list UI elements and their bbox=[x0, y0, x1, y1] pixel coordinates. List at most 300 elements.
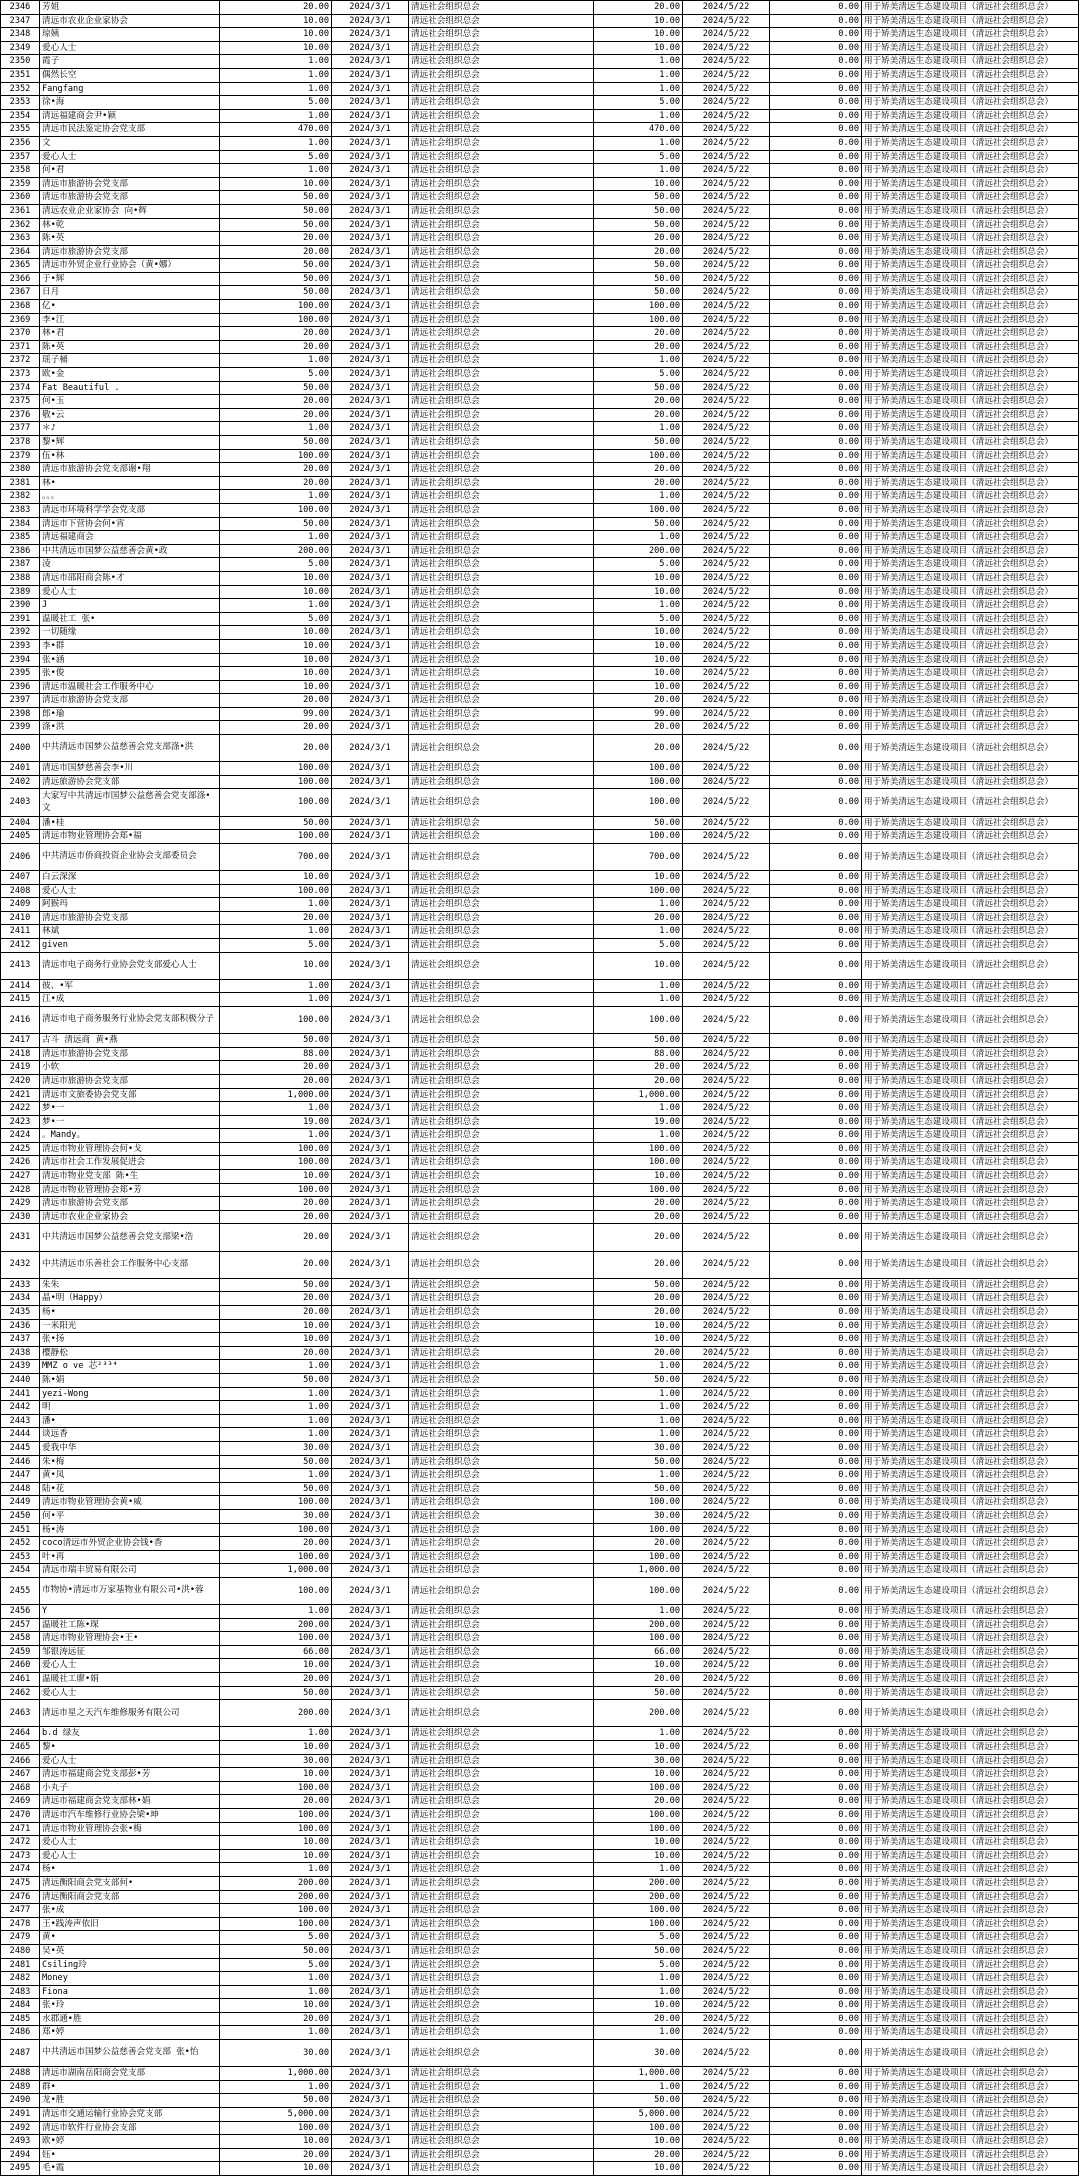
date2-cell: 2024/5/22 bbox=[683, 1251, 770, 1278]
date-cell: 2024/3/1 bbox=[332, 1944, 409, 1958]
seq-cell: 2432 bbox=[1, 1251, 40, 1278]
donor-cell: 黎•辉 bbox=[40, 436, 220, 450]
date2-cell: 2024/5/22 bbox=[683, 1401, 770, 1415]
purpose-cell: 用于矫美清远生态建设项目（清远社会组织总会） bbox=[862, 1754, 1079, 1768]
purpose-cell: 用于矫美清远生态建设项目（清远社会组织总会） bbox=[862, 599, 1079, 613]
date2-cell: 2024/5/22 bbox=[683, 558, 770, 572]
balance-cell: 0.00 bbox=[770, 1686, 862, 1700]
amount-cell: 10.00 bbox=[220, 571, 332, 585]
purpose-cell: 用于矫美清远生态建设项目（清远社会组织总会） bbox=[862, 300, 1079, 314]
date-cell: 2024/3/1 bbox=[332, 2080, 409, 2094]
table-row bbox=[1, 1605, 1079, 1619]
balance-cell: 0.00 bbox=[770, 476, 862, 490]
amount-cell: 30.00 bbox=[220, 1754, 332, 1768]
payee-cell: 清远社会组织总会 bbox=[409, 830, 594, 844]
payee-cell: 清远社会组织总会 bbox=[409, 340, 594, 354]
donor-cell: 清远市邵阳商会陈•才 bbox=[40, 571, 220, 585]
date2-cell: 2024/5/22 bbox=[683, 82, 770, 96]
date2-cell: 2024/5/22 bbox=[683, 300, 770, 314]
payee-cell: 清远社会组织总会 bbox=[409, 1890, 594, 1904]
payee-cell: 清远社会组织总会 bbox=[409, 1, 594, 15]
seq-cell: 2442 bbox=[1, 1401, 40, 1415]
table-row bbox=[1, 1985, 1079, 1999]
seq-cell: 2459 bbox=[1, 1645, 40, 1659]
date2-cell: 2024/5/22 bbox=[683, 2067, 770, 2081]
donor-cell: 偶然长空 bbox=[40, 68, 220, 82]
date-cell: 2024/3/1 bbox=[332, 1360, 409, 1374]
amount-cell: 100.00 bbox=[220, 1523, 332, 1537]
amount-cell: 1.00 bbox=[220, 925, 332, 939]
donor-cell: 。。。 bbox=[40, 490, 220, 504]
date-cell: 2024/3/1 bbox=[332, 286, 409, 300]
table-row bbox=[1, 1618, 1079, 1632]
balance-cell: 0.00 bbox=[770, 1754, 862, 1768]
balance-cell: 0.00 bbox=[770, 1142, 862, 1156]
table-row bbox=[1, 1849, 1079, 1863]
amount2-cell: 100.00 bbox=[594, 1156, 683, 1170]
amount2-cell: 20.00 bbox=[594, 1306, 683, 1320]
date2-cell: 2024/5/22 bbox=[683, 150, 770, 164]
date2-cell: 2024/5/22 bbox=[683, 1142, 770, 1156]
date2-cell: 2024/5/22 bbox=[683, 1034, 770, 1048]
amount-cell: 50.00 bbox=[220, 1944, 332, 1958]
purpose-cell: 用于矫美清远生态建设项目（清远社会组织总会） bbox=[862, 517, 1079, 531]
date-cell: 2024/3/1 bbox=[332, 1564, 409, 1578]
amount-cell: 1.00 bbox=[220, 599, 332, 613]
amount2-cell: 50.00 bbox=[594, 381, 683, 395]
amount-cell: 1,000.00 bbox=[220, 1564, 332, 1578]
amount-cell: 5.00 bbox=[220, 558, 332, 572]
date2-cell: 2024/5/22 bbox=[683, 775, 770, 789]
date-cell: 2024/3/1 bbox=[332, 1686, 409, 1700]
balance-cell: 0.00 bbox=[770, 1700, 862, 1727]
date-cell: 2024/3/1 bbox=[332, 762, 409, 776]
amount2-cell: 100.00 bbox=[594, 1577, 683, 1604]
donor-cell: 邹银涛远征 bbox=[40, 1645, 220, 1659]
amount2-cell: 1.00 bbox=[594, 1972, 683, 1986]
payee-cell: 清远社会组织总会 bbox=[409, 2012, 594, 2026]
donor-cell: 伍•林 bbox=[40, 449, 220, 463]
seq-cell: 2382 bbox=[1, 490, 40, 504]
purpose-cell: 用于矫美清远生态建设项目（清远社会组织总会） bbox=[862, 1564, 1079, 1578]
donor-cell: 一米阳光 bbox=[40, 1319, 220, 1333]
date2-cell: 2024/5/22 bbox=[683, 1047, 770, 1061]
seq-cell: 2409 bbox=[1, 898, 40, 912]
table-row bbox=[1, 327, 1079, 341]
payee-cell: 清远社会组织总会 bbox=[409, 2026, 594, 2040]
payee-cell: 清远社会组织总会 bbox=[409, 1306, 594, 1320]
seq-cell: 2362 bbox=[1, 218, 40, 232]
date-cell: 2024/3/1 bbox=[332, 395, 409, 409]
date-cell: 2024/3/1 bbox=[332, 789, 409, 816]
seq-cell: 2440 bbox=[1, 1373, 40, 1387]
amount2-cell: 10.00 bbox=[594, 667, 683, 681]
donor-cell: 毛•霞 bbox=[40, 2162, 220, 2176]
amount-cell: 200.00 bbox=[220, 544, 332, 558]
donor-cell: 清远市环境科学学会党支部 bbox=[40, 503, 220, 517]
purpose-cell: 用于矫美清远生态建设项目（清远社会组织总会） bbox=[862, 245, 1079, 259]
purpose-cell: 用于矫美清远生态建设项目（清远社会组织总会） bbox=[862, 2012, 1079, 2026]
purpose-cell: 用于矫美清远生态建设项目（清远社会组织总会） bbox=[862, 1618, 1079, 1632]
amount2-cell: 100.00 bbox=[594, 313, 683, 327]
balance-cell: 0.00 bbox=[770, 204, 862, 218]
seq-cell: 2397 bbox=[1, 694, 40, 708]
seq-cell: 2422 bbox=[1, 1102, 40, 1116]
payee-cell: 清远社会组织总会 bbox=[409, 612, 594, 626]
date-cell: 2024/3/1 bbox=[332, 2067, 409, 2081]
seq-cell: 2347 bbox=[1, 14, 40, 28]
purpose-cell: 用于矫美清远生态建设项目（清远社会组织总会） bbox=[862, 1142, 1079, 1156]
seq-cell: 2363 bbox=[1, 232, 40, 246]
balance-cell: 0.00 bbox=[770, 1088, 862, 1102]
date2-cell: 2024/5/22 bbox=[683, 463, 770, 477]
donor-cell: 张•成 bbox=[40, 1904, 220, 1918]
amount2-cell: 50.00 bbox=[594, 1034, 683, 1048]
amount-cell: 5.00 bbox=[220, 150, 332, 164]
date-cell: 2024/3/1 bbox=[332, 422, 409, 436]
balance-cell: 0.00 bbox=[770, 1441, 862, 1455]
payee-cell: 清远社会组织总会 bbox=[409, 1972, 594, 1986]
date-cell: 2024/3/1 bbox=[332, 259, 409, 273]
date2-cell: 2024/5/22 bbox=[683, 340, 770, 354]
payee-cell: 清远社会组织总会 bbox=[409, 2121, 594, 2135]
balance-cell: 0.00 bbox=[770, 150, 862, 164]
seq-cell: 2410 bbox=[1, 911, 40, 925]
amount-cell: 20.00 bbox=[220, 408, 332, 422]
balance-cell: 0.00 bbox=[770, 164, 862, 178]
date2-cell: 2024/5/22 bbox=[683, 1074, 770, 1088]
amount-cell: 50.00 bbox=[220, 1373, 332, 1387]
table-row bbox=[1, 1006, 1079, 1033]
table-row bbox=[1, 2067, 1079, 2081]
payee-cell: 清远社会组织总会 bbox=[409, 1047, 594, 1061]
table-row bbox=[1, 1346, 1079, 1360]
balance-cell: 0.00 bbox=[770, 232, 862, 246]
table-row bbox=[1, 639, 1079, 653]
payee-cell: 清远社会组织总会 bbox=[409, 1088, 594, 1102]
balance-cell: 0.00 bbox=[770, 1564, 862, 1578]
amount-cell: 10.00 bbox=[220, 177, 332, 191]
donor-cell: 中共清远市乐善社会工作服务中心支部 bbox=[40, 1251, 220, 1278]
seq-cell: 2400 bbox=[1, 735, 40, 762]
balance-cell: 0.00 bbox=[770, 136, 862, 150]
date-cell: 2024/3/1 bbox=[332, 96, 409, 110]
donor-cell: 陆•花 bbox=[40, 1482, 220, 1496]
date-cell: 2024/3/1 bbox=[332, 707, 409, 721]
table-row bbox=[1, 1469, 1079, 1483]
donor-cell: 亿• bbox=[40, 300, 220, 314]
seq-cell: 2433 bbox=[1, 1278, 40, 1292]
table-row bbox=[1, 762, 1079, 776]
amount-cell: 5.00 bbox=[220, 612, 332, 626]
date2-cell: 2024/5/22 bbox=[683, 517, 770, 531]
amount-cell: 100.00 bbox=[220, 503, 332, 517]
purpose-cell: 用于矫美清远生态建设项目（清远社会组织总会） bbox=[862, 136, 1079, 150]
table-row bbox=[1, 2040, 1079, 2067]
balance-cell: 0.00 bbox=[770, 571, 862, 585]
donor-cell: 清远市星之天汽车维修服务有限公司 bbox=[40, 1700, 220, 1727]
amount-cell: 100.00 bbox=[220, 300, 332, 314]
purpose-cell: 用于矫美清远生态建设项目（清远社会组织总会） bbox=[862, 1999, 1079, 2013]
purpose-cell: 用于矫美清远生态建设项目（清远社会组织总会） bbox=[862, 259, 1079, 273]
date2-cell: 2024/5/22 bbox=[683, 68, 770, 82]
table-row bbox=[1, 368, 1079, 382]
purpose-cell: 用于矫美清远生态建设项目（清远社会组织总会） bbox=[862, 1741, 1079, 1755]
balance-cell: 0.00 bbox=[770, 1278, 862, 1292]
seq-cell: 2405 bbox=[1, 830, 40, 844]
date-cell: 2024/3/1 bbox=[332, 381, 409, 395]
date-cell: 2024/3/1 bbox=[332, 28, 409, 42]
amount-cell: 100.00 bbox=[220, 1550, 332, 1564]
purpose-cell: 用于矫美清远生态建设项目（清远社会组织总会） bbox=[862, 1346, 1079, 1360]
amount2-cell: 10.00 bbox=[594, 1741, 683, 1755]
donor-cell: 龙•胜 bbox=[40, 2094, 220, 2108]
amount-cell: 10.00 bbox=[220, 1333, 332, 1347]
date-cell: 2024/3/1 bbox=[332, 2148, 409, 2162]
date2-cell: 2024/5/22 bbox=[683, 1577, 770, 1604]
payee-cell: 清远社会组织总会 bbox=[409, 1917, 594, 1931]
table-row bbox=[1, 1999, 1079, 2013]
payee-cell: 清远社会组织总会 bbox=[409, 775, 594, 789]
donor-cell: 清远市旅游协会党支部谢•翔 bbox=[40, 463, 220, 477]
amount2-cell: 1.00 bbox=[594, 1129, 683, 1143]
date2-cell: 2024/5/22 bbox=[683, 449, 770, 463]
seq-cell: 2393 bbox=[1, 639, 40, 653]
seq-cell: 2438 bbox=[1, 1346, 40, 1360]
seq-cell: 2437 bbox=[1, 1333, 40, 1347]
purpose-cell: 用于矫美清远生态建设项目（清远社会组织总会） bbox=[862, 1319, 1079, 1333]
date2-cell: 2024/5/22 bbox=[683, 1210, 770, 1224]
seq-cell: 2387 bbox=[1, 558, 40, 572]
table-row bbox=[1, 884, 1079, 898]
date2-cell: 2024/5/22 bbox=[683, 2094, 770, 2108]
table-row bbox=[1, 232, 1079, 246]
donor-cell: 清远市物业管理协会张•梅 bbox=[40, 1822, 220, 1836]
table-row bbox=[1, 436, 1079, 450]
seq-cell: 2431 bbox=[1, 1224, 40, 1251]
purpose-cell: 用于矫美清远生态建设项目（清远社会组织总会） bbox=[862, 762, 1079, 776]
donor-cell: 清远市软件行业协会支部 bbox=[40, 2121, 220, 2135]
date2-cell: 2024/5/22 bbox=[683, 898, 770, 912]
date-cell: 2024/3/1 bbox=[332, 204, 409, 218]
balance-cell: 0.00 bbox=[770, 830, 862, 844]
amount-cell: 20.00 bbox=[220, 327, 332, 341]
seq-cell: 2378 bbox=[1, 436, 40, 450]
date-cell: 2024/3/1 bbox=[332, 571, 409, 585]
date2-cell: 2024/5/22 bbox=[683, 177, 770, 191]
purpose-cell: 用于矫美清远生态建设项目（清远社会组织总会） bbox=[862, 1917, 1079, 1931]
amount-cell: 1.00 bbox=[220, 1401, 332, 1415]
seq-cell: 2386 bbox=[1, 544, 40, 558]
balance-cell: 0.00 bbox=[770, 1523, 862, 1537]
balance-cell: 0.00 bbox=[770, 2040, 862, 2067]
purpose-cell: 用于矫美清远生态建设项目（清远社会组织总会） bbox=[862, 313, 1079, 327]
table-row bbox=[1, 707, 1079, 721]
amount2-cell: 100.00 bbox=[594, 1183, 683, 1197]
amount-cell: 1.00 bbox=[220, 82, 332, 96]
payee-cell: 清远社会组织总会 bbox=[409, 1142, 594, 1156]
payee-cell: 清远社会组织总会 bbox=[409, 762, 594, 776]
seq-cell: 2458 bbox=[1, 1632, 40, 1646]
seq-cell: 2468 bbox=[1, 1781, 40, 1795]
table-row bbox=[1, 96, 1079, 110]
purpose-cell: 用于矫美清远生态建设项目（清远社会组织总会） bbox=[862, 1224, 1079, 1251]
amount2-cell: 10.00 bbox=[594, 952, 683, 979]
amount-cell: 1.00 bbox=[220, 531, 332, 545]
payee-cell: 清远社会组织总会 bbox=[409, 1727, 594, 1741]
donor-cell: 潘• bbox=[40, 1414, 220, 1428]
table-row bbox=[1, 1509, 1079, 1523]
donor-cell: Fangfang bbox=[40, 82, 220, 96]
amount2-cell: 99.00 bbox=[594, 707, 683, 721]
amount-cell: 1.00 bbox=[220, 993, 332, 1007]
amount2-cell: 1.00 bbox=[594, 1102, 683, 1116]
table-row bbox=[1, 218, 1079, 232]
date2-cell: 2024/5/22 bbox=[683, 639, 770, 653]
donor-cell: 清远市物业党支部 陈•生 bbox=[40, 1170, 220, 1184]
table-row bbox=[1, 1768, 1079, 1782]
balance-cell: 0.00 bbox=[770, 1822, 862, 1836]
date2-cell: 2024/5/22 bbox=[683, 2121, 770, 2135]
purpose-cell: 用于矫美清远生态建设项目（清远社会组织总会） bbox=[862, 639, 1079, 653]
table-row bbox=[1, 1183, 1079, 1197]
date-cell: 2024/3/1 bbox=[332, 2108, 409, 2122]
purpose-cell: 用于矫美清远生态建设项目（清远社会组织总会） bbox=[862, 1278, 1079, 1292]
amount-cell: 1.00 bbox=[220, 1428, 332, 1442]
payee-cell: 清远社会组织总会 bbox=[409, 1074, 594, 1088]
date-cell: 2024/3/1 bbox=[332, 585, 409, 599]
date-cell: 2024/3/1 bbox=[332, 55, 409, 69]
balance-cell: 0.00 bbox=[770, 28, 862, 42]
balance-cell: 0.00 bbox=[770, 1890, 862, 1904]
amount-cell: 20.00 bbox=[220, 245, 332, 259]
balance-cell: 0.00 bbox=[770, 1414, 862, 1428]
seq-cell: 2456 bbox=[1, 1605, 40, 1619]
amount2-cell: 88.00 bbox=[594, 1047, 683, 1061]
amount-cell: 50.00 bbox=[220, 2094, 332, 2108]
table-row bbox=[1, 789, 1079, 816]
amount2-cell: 50.00 bbox=[594, 2094, 683, 2108]
date2-cell: 2024/5/22 bbox=[683, 2162, 770, 2176]
purpose-cell: 用于矫美清远生态建设项目（清远社会组织总会） bbox=[862, 775, 1079, 789]
seq-cell: 2435 bbox=[1, 1306, 40, 1320]
amount2-cell: 1.00 bbox=[594, 422, 683, 436]
seq-cell: 2375 bbox=[1, 395, 40, 409]
date-cell: 2024/3/1 bbox=[332, 1509, 409, 1523]
seq-cell: 2401 bbox=[1, 762, 40, 776]
donor-cell: 清远市农业企业家协会 bbox=[40, 1210, 220, 1224]
table-row bbox=[1, 735, 1079, 762]
payee-cell: 清远社会组织总会 bbox=[409, 1129, 594, 1143]
seq-cell: 2486 bbox=[1, 2026, 40, 2040]
payee-cell: 清远社会组织总会 bbox=[409, 1876, 594, 1890]
amount2-cell: 100.00 bbox=[594, 1496, 683, 1510]
balance-cell: 0.00 bbox=[770, 1795, 862, 1809]
date2-cell: 2024/5/22 bbox=[683, 1768, 770, 1782]
date-cell: 2024/3/1 bbox=[332, 1632, 409, 1646]
amount2-cell: 50.00 bbox=[594, 286, 683, 300]
amount2-cell: 1.00 bbox=[594, 164, 683, 178]
amount2-cell: 1.00 bbox=[594, 2080, 683, 2094]
purpose-cell: 用于矫美清远生态建设项目（清远社会组织总会） bbox=[862, 653, 1079, 667]
payee-cell: 清远社会组织总会 bbox=[409, 313, 594, 327]
amount2-cell: 700.00 bbox=[594, 843, 683, 870]
donor-cell: 叶•再 bbox=[40, 1550, 220, 1564]
balance-cell: 0.00 bbox=[770, 721, 862, 735]
purpose-cell: 用于矫美清远生态建设项目（清远社会组织总会） bbox=[862, 232, 1079, 246]
amount-cell: 20.00 bbox=[220, 340, 332, 354]
payee-cell: 清远社会组织总会 bbox=[409, 1360, 594, 1374]
amount-cell: 5.00 bbox=[220, 96, 332, 110]
balance-cell: 0.00 bbox=[770, 1401, 862, 1415]
donor-cell: 黄•凤 bbox=[40, 1469, 220, 1483]
amount2-cell: 1.00 bbox=[594, 993, 683, 1007]
balance-cell: 0.00 bbox=[770, 1808, 862, 1822]
amount2-cell: 1.00 bbox=[594, 490, 683, 504]
date-cell: 2024/3/1 bbox=[332, 1863, 409, 1877]
amount-cell: 10.00 bbox=[220, 1659, 332, 1673]
purpose-cell: 用于矫美清远生态建设项目（清远社会组织总会） bbox=[862, 381, 1079, 395]
purpose-cell: 用于矫美清远生态建设项目（清远社会组织总会） bbox=[862, 707, 1079, 721]
amount2-cell: 10.00 bbox=[594, 177, 683, 191]
balance-cell: 0.00 bbox=[770, 871, 862, 885]
seq-cell: 2448 bbox=[1, 1482, 40, 1496]
balance-cell: 0.00 bbox=[770, 1074, 862, 1088]
purpose-cell: 用于矫美清远生态建设项目（清远社会组织总会） bbox=[862, 1373, 1079, 1387]
purpose-cell: 用于矫美清远生态建设项目（清远社会组织总会） bbox=[862, 96, 1079, 110]
amount-cell: 30.00 bbox=[220, 1509, 332, 1523]
payee-cell: 清远社会组织总会 bbox=[409, 1292, 594, 1306]
date-cell: 2024/3/1 bbox=[332, 1822, 409, 1836]
amount-cell: 1.00 bbox=[220, 979, 332, 993]
balance-cell: 0.00 bbox=[770, 381, 862, 395]
amount2-cell: 50.00 bbox=[594, 1944, 683, 1958]
donor-cell: 明 bbox=[40, 1401, 220, 1415]
date2-cell: 2024/5/22 bbox=[683, 1, 770, 15]
amount-cell: 1,000.00 bbox=[220, 1088, 332, 1102]
purpose-cell: 用于矫美清远生态建设项目（清远社会组织总会） bbox=[862, 82, 1079, 96]
balance-cell: 0.00 bbox=[770, 2026, 862, 2040]
donor-cell: 小丸子 bbox=[40, 1781, 220, 1795]
date-cell: 2024/3/1 bbox=[332, 1849, 409, 1863]
purpose-cell: 用于矫美清远生态建设项目（清远社会组织总会） bbox=[862, 368, 1079, 382]
amount2-cell: 100.00 bbox=[594, 1142, 683, 1156]
date2-cell: 2024/5/22 bbox=[683, 1727, 770, 1741]
payee-cell: 清远社会组织总会 bbox=[409, 1496, 594, 1510]
date-cell: 2024/3/1 bbox=[332, 612, 409, 626]
balance-cell: 0.00 bbox=[770, 612, 862, 626]
date-cell: 2024/3/1 bbox=[332, 191, 409, 205]
table-row bbox=[1, 1537, 1079, 1551]
date2-cell: 2024/5/22 bbox=[683, 2148, 770, 2162]
table-row bbox=[1, 422, 1079, 436]
date2-cell: 2024/5/22 bbox=[683, 1659, 770, 1673]
amount2-cell: 100.00 bbox=[594, 1904, 683, 1918]
purpose-cell: 用于矫美清远生态建设项目（清远社会组织总会） bbox=[862, 1958, 1079, 1972]
table-row bbox=[1, 2094, 1079, 2108]
seq-cell: 2488 bbox=[1, 2067, 40, 2081]
balance-cell: 0.00 bbox=[770, 68, 862, 82]
date-cell: 2024/3/1 bbox=[332, 599, 409, 613]
table-row bbox=[1, 1550, 1079, 1564]
date2-cell: 2024/5/22 bbox=[683, 232, 770, 246]
donor-cell: 清远市物业管理协会何•戈 bbox=[40, 1142, 220, 1156]
donor-cell: 清远市福建商会党支部林•娟 bbox=[40, 1795, 220, 1809]
table-row bbox=[1, 1088, 1079, 1102]
table-row bbox=[1, 1319, 1079, 1333]
amount2-cell: 1.00 bbox=[594, 1428, 683, 1442]
date-cell: 2024/3/1 bbox=[332, 1373, 409, 1387]
